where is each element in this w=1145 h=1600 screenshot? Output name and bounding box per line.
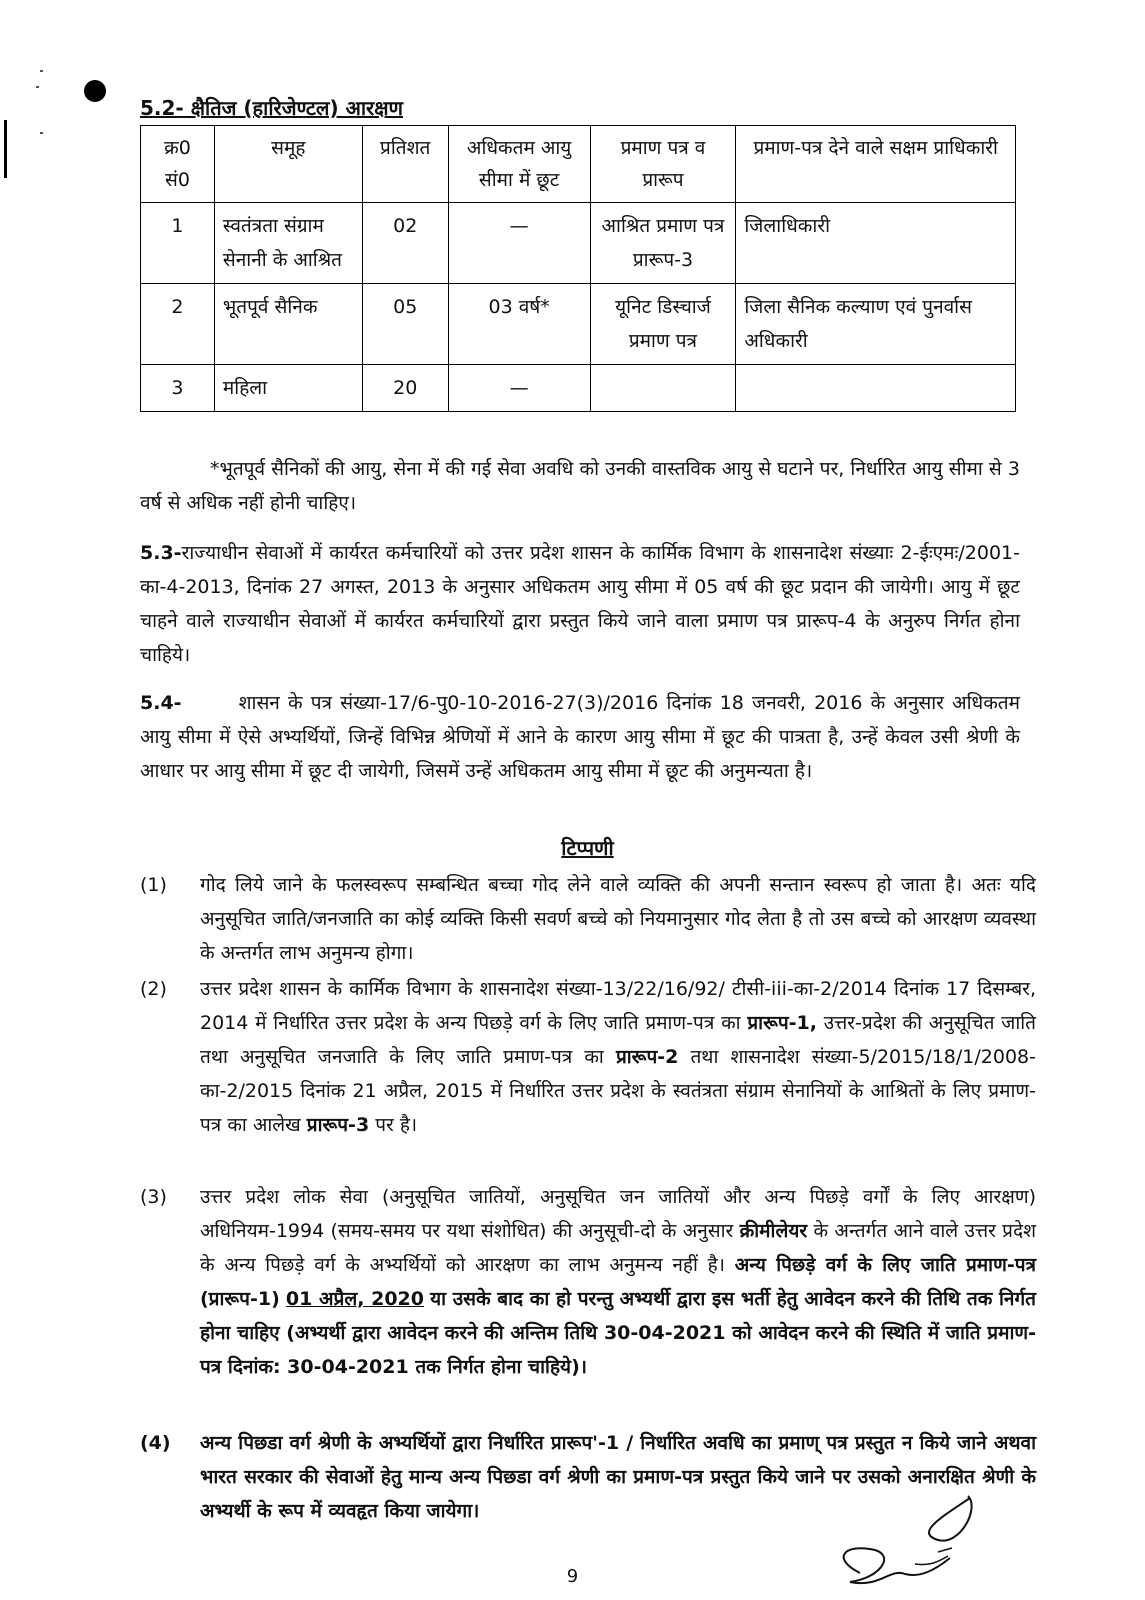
cell-certificate: आश्रित प्रमाण पत्र प्रारूप-3 bbox=[590, 203, 736, 284]
note-3-bold: क्रीमीलेयर bbox=[739, 1220, 808, 1242]
section-5-3-label: 5.3- bbox=[140, 542, 182, 564]
scan-speck bbox=[40, 70, 43, 72]
ex-servicemen-footnote: *भूतपूर्व सैनिकों की आयु, सेना में की गई सेवा अवधि को उनकी वास्तविक आयु से घटाने पर, निर्धारित आयु सीमा से 3 वर्ष से अधिक नहीं होनी चाहिए। bbox=[140, 458, 1020, 514]
section-5-3-text: राज्याधीन सेवाओं में कार्यरत कर्मचारियों को उत्तर प्रदेश शासन के कार्मिक विभाग के शासनादेश संख्याः 2-ईःएमः/2001-का-4-2013, दिनांक 27 अगस्त, 2013 के अनुसार अधिकतम आयु सीमा में 05 वर्ष की छूट प्रदान की जायेगी। आयु में छूट चाहने वाले राज्याधीन सेवाओं में कार्यरत कर्मचारियों द्वारा प्रस्तुत किये जाने वाला प्रमाण पत्र प्रारूप-4 के अनुरुप निर्गत होना चाहिये। bbox=[140, 542, 1020, 666]
note-2-part: तथा शासनादेश संख्या-5/2015/18/1/2008-का-2/2015 दिनांक 21 अप्रैल, 2015 में निर्धारित उत्तर प्रदेश के स्वतंत्रता संग्राम सेनानियों के आश्रितों के लिए प्रमाण-पत्र का आलेख bbox=[200, 1046, 1036, 1136]
cell-age-relaxation: — bbox=[448, 365, 590, 412]
header-authority: प्रमाण-पत्र देने वाले सक्षम प्राधिकारी bbox=[736, 126, 1016, 203]
note-4-number: (4) bbox=[140, 1432, 171, 1454]
note-3-bold-underlined-date: 01 अप्रैल, 2020 bbox=[285, 1288, 424, 1310]
section-5-4-text: शासन के पत्र संख्या-17/6-पु0-10-2016-27(3)/2016 दिनांक 18 जनवरी, 2016 के अनुसार अधिकतम आयु सीमा में ऐसे अभ्यर्थियों, जिन्हें विभिन्न श्रेणियों में आने के कारण आयु सीमा में छूट की पात्रता है, उन्हें केवल उसी श्रेणी के आधार पर आयु सीमा में छूट दी जायेगी, जिसमें उन्हें अधिकतम आयु सीमा में छूट की अनुमन्यता है। bbox=[140, 692, 1020, 782]
section-5-2-heading: 5.2- क्षैतिज (हारिजेण्टल) आरक्षण bbox=[140, 96, 404, 120]
table-row bbox=[141, 203, 1016, 284]
header-percent: प्रतिशत bbox=[362, 126, 448, 203]
note-1-text: गोद लिये जाने के फलस्वरूप सम्बन्धित बच्चा गोद लेने वाले व्यक्ति की अपनी सन्तान स्वरूप हो जाता है। अतः यदि अनुसूचित जाति/जनजाति का कोई व्यक्ति किसी सवर्ण बच्चे को नियमानुसार गोद लेता है तो उस बच्चे को आरक्षण व्यवस्था के अन्तर्गत लाभ अनुमन्य होगा। bbox=[200, 874, 1036, 964]
note-2-bold: प्रारूप-1, bbox=[747, 1012, 817, 1034]
margin-mark bbox=[4, 120, 7, 178]
notes-title-text: टिप्पणी bbox=[561, 836, 614, 860]
cell-age-relaxation: — bbox=[448, 203, 590, 284]
cell-certificate: यूनिट डिस्चार्ज प्रमाण पत्र bbox=[590, 284, 736, 365]
page-number: 9 bbox=[566, 1566, 579, 1587]
note-1-number: (1) bbox=[140, 874, 167, 896]
cell-age-relaxation: 03 वर्ष* bbox=[448, 284, 590, 365]
note-4-text: अन्य पिछडा वर्ग श्रेणी के अभ्यर्थियों द्वारा निर्धारित प्रारूप'-1 / निर्धारित अवधि का प्रमाण् पत्र प्रस्तुत न किये जाने अथवा भारत सरकार की सेवाओं हेतु मान्य अन्य पिछडा वर्ग श्रेणी का प्रमाण-पत्र प्रस्तुत किये जाने पर उसको अनारक्षित श्रेणी के अभ्यर्थी के रूप में व्यवहृत किया जायेगा। bbox=[200, 1432, 1036, 1522]
table-header-row bbox=[141, 126, 1016, 203]
note-2-bold: प्रारूप-2 bbox=[615, 1046, 679, 1068]
note-2-part: उत्तर-प्रदेश की अनुसूचित जाति तथा अनुसूचित जनजाति के लिए जाति प्रमाण-पत्र का bbox=[200, 1012, 1036, 1068]
horizontal-reservation-table bbox=[140, 125, 1016, 412]
section-5-4 bbox=[140, 686, 1020, 788]
cell-authority: जिलाधिकारी bbox=[736, 203, 1016, 284]
note-3-number: (3) bbox=[140, 1186, 167, 1208]
table-row bbox=[141, 365, 1016, 412]
notes-title bbox=[0, 834, 1145, 861]
cell-serial: 2 bbox=[141, 284, 215, 365]
note-2-number: (2) bbox=[140, 978, 167, 1000]
section-5-3 bbox=[140, 536, 1020, 672]
header-age-relaxation: अधिकतम आयु सीमा में छूट bbox=[448, 126, 590, 203]
table-row bbox=[141, 284, 1016, 365]
cell-serial: 1 bbox=[141, 203, 215, 284]
cell-authority: जिला सैनिक कल्याण एवं पुनर्वास अधिकारी bbox=[736, 284, 1016, 365]
note-2-bold: प्रारूप-3 bbox=[306, 1114, 370, 1136]
note-3-text bbox=[200, 1180, 1036, 1384]
note-3-bold: अन्य पिछड़े वर्ग के लिए जाति प्रमाण-पत्र (प्रारूप-1) bbox=[200, 1254, 1036, 1310]
cell-percent: 05 bbox=[362, 284, 448, 365]
scan-speck bbox=[40, 132, 43, 134]
note-3-part: उत्तर प्रदेश लोक सेवा (अनुसूचित जातियों, अनुसूचित जन जातियों और अन्य पिछड़े वर्गों के लिए आरक्षण) अधिनियम-1994 (समय-समय पर यथा संशोधित) की अनुसूची-दो के अनुसार bbox=[200, 1186, 1036, 1242]
scan-speck bbox=[36, 86, 39, 88]
cell-group: महिला bbox=[214, 365, 362, 412]
header-group: समूह bbox=[214, 126, 362, 203]
note-2-text bbox=[200, 972, 1036, 1142]
note-2-part: उत्तर प्रदेश शासन के कार्मिक विभाग के शासनादेश संख्या-13/22/16/92/ टीसी-iii-का-2/2014 दिनांक 17 दिसम्बर, 2014 में निर्धारित उत्तर प्रदेश के अन्य पिछड़े वर्ग के लिए जाति प्रमाण-पत्र का bbox=[200, 978, 1036, 1034]
header-certificate: प्रमाण पत्र व प्रारूप bbox=[590, 126, 736, 203]
cell-percent: 20 bbox=[362, 365, 448, 412]
cell-group: भूतपूर्व सैनिक bbox=[214, 284, 362, 365]
bullet-dot bbox=[84, 80, 106, 102]
cell-percent: 02 bbox=[362, 203, 448, 284]
cell-certificate bbox=[590, 365, 736, 412]
cell-authority bbox=[736, 365, 1016, 412]
note-3-part: के अन्तर्गत आने वाले उत्तर प्रदेश के अन्य पिछड़े वर्ग के अभ्यर्थियों को आरक्षण का लाभ अनुमन्य नहीं है। bbox=[200, 1220, 1037, 1276]
cell-serial: 3 bbox=[141, 365, 215, 412]
note-2-part: पर है। bbox=[375, 1114, 418, 1136]
section-5-4-label: 5.4- bbox=[140, 692, 182, 714]
header-serial: क्र0 सं0 bbox=[141, 126, 215, 203]
cell-group: स्वतंत्रता संग्राम सेनानी के आश्रित bbox=[214, 203, 362, 284]
note-3-bold: या उसके बाद का हो परन्तु अभ्यर्थी द्वारा इस भर्ती हेतु आवेदन करने की तिथि तक निर्गत होना चाहिए (अभ्यर्थी द्वारा आवेदन करने की अन्तिम तिथि 30-04-2021 को आवेदन करने की स्थिति में जाति प्रमाण- पत्र दिनांक: 30-04-2021 तक निर्गत होना चाहिये)। bbox=[200, 1288, 1036, 1378]
